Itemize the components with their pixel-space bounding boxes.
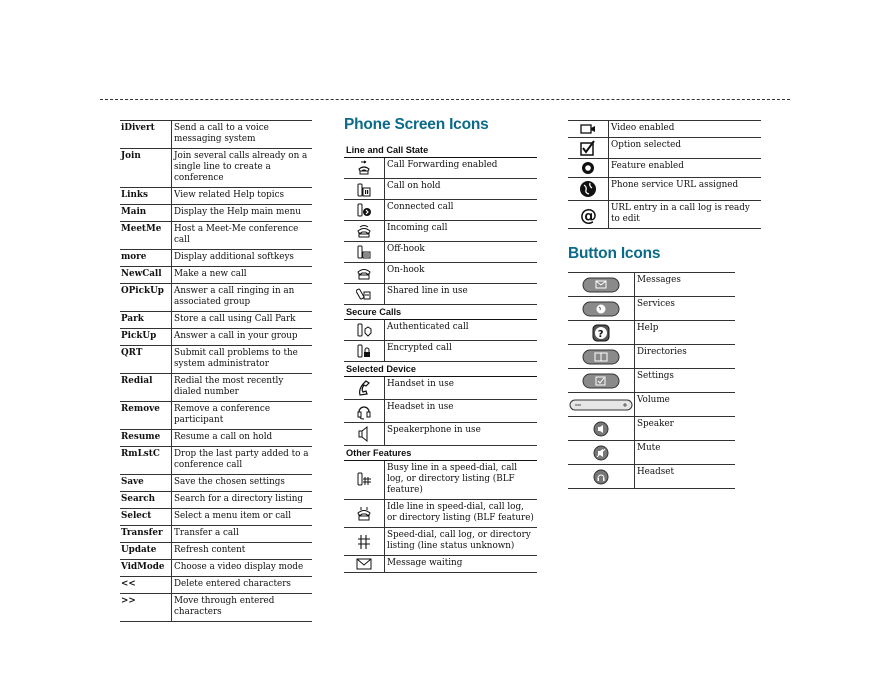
- button-icon-row: [568, 465, 735, 489]
- section-icon-table: [344, 461, 537, 573]
- settings-button-icon: [568, 373, 634, 389]
- call-hold-icon: [344, 181, 384, 197]
- icon-cell: [568, 369, 635, 393]
- off-hook-icon: [344, 244, 384, 260]
- directories-button-icon: [568, 349, 634, 365]
- connected-call-icon: [344, 202, 384, 218]
- section-heading: Selected Device: [344, 362, 537, 377]
- softkey-row: [120, 594, 312, 622]
- softkey-row: [120, 312, 312, 329]
- icon-description: Authenticated call: [385, 320, 538, 341]
- softkey-description: Store a call using Call Park: [172, 312, 313, 329]
- icon-cell: [344, 423, 385, 446]
- messages-button-icon: [568, 277, 634, 293]
- softkey-row: [120, 284, 312, 312]
- on-hook-icon: [344, 265, 384, 281]
- blf-idle-icon: [344, 505, 384, 523]
- icon-cell: [344, 500, 385, 528]
- phone-screen-icons-title: Phone Screen Icons: [344, 116, 489, 133]
- section-icon-table: [344, 320, 537, 362]
- softkey-name: >>: [120, 594, 172, 622]
- softkey-name: QRT: [120, 346, 172, 374]
- help-button-icon: [568, 324, 634, 342]
- incoming-call-icon: [344, 223, 384, 239]
- message-waiting-icon: [344, 558, 384, 570]
- softkey-row: [120, 374, 312, 402]
- icon-row: [344, 423, 537, 446]
- softkey-description: Drop the last party added to a conference call: [172, 447, 313, 475]
- softkey-name: iDivert: [120, 121, 172, 149]
- icon-cell: [568, 159, 609, 178]
- icon-cell: [344, 461, 385, 500]
- icon-description: Incoming call: [385, 221, 538, 242]
- softkey-row: [120, 149, 312, 188]
- option-selected-icon: [568, 140, 608, 156]
- softkey-description: Redial the most recently dialed number: [172, 374, 313, 402]
- softkey-row: [120, 509, 312, 526]
- icon-description: Option selected: [609, 138, 762, 159]
- icon-cell: [344, 179, 385, 200]
- softkey-description: Select a menu item or call: [172, 509, 313, 526]
- video-enabled-icon: [568, 123, 608, 135]
- icon-row: [344, 500, 537, 528]
- button-icon-description: Mute: [635, 441, 736, 465]
- icon-cell: [568, 345, 635, 369]
- icon-row: [568, 138, 761, 159]
- softkey-row: [120, 577, 312, 594]
- icon-row: [344, 556, 537, 573]
- softkey-name: Select: [120, 509, 172, 526]
- softkey-row: [120, 346, 312, 374]
- icon-description: Call on hold: [385, 179, 538, 200]
- url-entry-icon: [568, 206, 608, 224]
- softkey-description: Move through entered characters: [172, 594, 313, 622]
- softkey-description: Delete entered characters: [172, 577, 313, 594]
- icon-description: Handset in use: [385, 377, 538, 400]
- softkey-description: Save the chosen settings: [172, 475, 313, 492]
- softkey-description: Display the Help main menu: [172, 205, 313, 222]
- icon-description: Speakerphone in use: [385, 423, 538, 446]
- softkey-description: View related Help topics: [172, 188, 313, 205]
- softkey-name: more: [120, 250, 172, 267]
- button-icon-row: [568, 321, 735, 345]
- icon-row: [344, 320, 537, 341]
- softkey-description: Refresh content: [172, 543, 313, 560]
- softkey-description: Host a Meet-Me conference call: [172, 222, 313, 250]
- icon-row: [344, 341, 537, 362]
- svg-text:@: @: [580, 205, 597, 224]
- line-status-unknown-icon: [344, 534, 384, 550]
- button-icons-table: [568, 272, 735, 489]
- headset-icon: [344, 402, 384, 420]
- services-button-icon: [568, 301, 634, 317]
- icon-row: [344, 377, 537, 400]
- softkey-row: [120, 475, 312, 492]
- softkey-description: Make a new call: [172, 267, 313, 284]
- svg-text:?: ?: [597, 328, 604, 340]
- softkey-name: OPickUp: [120, 284, 172, 312]
- icon-cell: [344, 377, 385, 400]
- phone-service-url-icon: [568, 180, 608, 198]
- icon-cell: [344, 400, 385, 423]
- icon-cell: [568, 121, 609, 138]
- icon-cell: [568, 321, 635, 345]
- icon-description: Idle line in speed-dial, call log, or directory listing (BLF feature): [385, 500, 538, 528]
- icon-row: [568, 201, 761, 229]
- button-icon-description: Speaker: [635, 417, 736, 441]
- icon-cell: [344, 263, 385, 284]
- call-forward-icon: [344, 160, 384, 176]
- section-icon-table: [344, 158, 537, 305]
- button-icon-row: [568, 297, 735, 321]
- softkey-row: [120, 526, 312, 543]
- icon-cell: [344, 242, 385, 263]
- speaker-button-icon: [568, 421, 634, 437]
- section-icon-table: [344, 377, 537, 446]
- softkey-description: Remove a conference participant: [172, 402, 313, 430]
- icon-cell: [568, 393, 635, 417]
- softkey-name: PickUp: [120, 329, 172, 346]
- icon-cell: [568, 201, 609, 229]
- authenticated-call-icon: [344, 322, 384, 338]
- softkey-table: [120, 120, 312, 622]
- icon-row: [344, 158, 537, 179]
- icon-row: [344, 179, 537, 200]
- icon-row: [568, 121, 761, 138]
- icon-row: [344, 284, 537, 305]
- softkey-row: [120, 250, 312, 267]
- icon-row: [344, 528, 537, 556]
- icon-description: On-hook: [385, 263, 538, 284]
- icon-row: [568, 159, 761, 178]
- icon-row: [344, 400, 537, 423]
- icon-cell: [568, 138, 609, 159]
- softkey-description: Resume a call on hold: [172, 430, 313, 447]
- icon-description: Message waiting: [385, 556, 538, 573]
- misc-icons-table: [568, 120, 761, 229]
- softkey-name: Join: [120, 149, 172, 188]
- button-icon-description: Messages: [635, 273, 736, 297]
- page-divider: [100, 99, 790, 100]
- encrypted-call-icon: [344, 343, 384, 359]
- icon-cell: [568, 441, 635, 465]
- softkey-row: [120, 447, 312, 475]
- icon-cell: [344, 320, 385, 341]
- section-heading: Other Features: [344, 446, 537, 461]
- button-icon-row: [568, 345, 735, 369]
- icon-cell: [344, 528, 385, 556]
- section-heading: Secure Calls: [344, 305, 537, 320]
- softkey-row: [120, 329, 312, 346]
- softkey-name: Save: [120, 475, 172, 492]
- icon-description: URL entry in a call log is ready to edit: [609, 201, 762, 229]
- softkey-description: Search for a directory listing: [172, 492, 313, 509]
- softkey-name: MeetMe: [120, 222, 172, 250]
- softkey-description: Join several calls already on a single line to create a conference: [172, 149, 313, 188]
- shared-line-icon: [344, 286, 384, 302]
- button-icon-description: Headset: [635, 465, 736, 489]
- phone-screen-icons-column: [344, 116, 537, 573]
- icon-cell: [344, 284, 385, 305]
- button-icon-row: [568, 393, 735, 417]
- softkey-row: [120, 205, 312, 222]
- icon-row: [568, 178, 761, 201]
- softkey-row: [120, 188, 312, 205]
- softkey-description: Send a call to a voice messaging system: [172, 121, 313, 149]
- icon-cell: [568, 297, 635, 321]
- softkey-name: Park: [120, 312, 172, 329]
- button-icon-row: [568, 441, 735, 465]
- softkey-row: [120, 543, 312, 560]
- icon-cell: [568, 178, 609, 201]
- icon-cell: [344, 556, 385, 573]
- section-heading: Line and Call State: [344, 143, 537, 158]
- button-icon-description: Help: [635, 321, 736, 345]
- button-icon-description: Services: [635, 297, 736, 321]
- feature-enabled-icon: [568, 161, 608, 175]
- icon-description: Feature enabled: [609, 159, 762, 178]
- icon-description: Video enabled: [609, 121, 762, 138]
- softkey-description: Answer a call in your group: [172, 329, 313, 346]
- softkey-description: Choose a video display mode: [172, 560, 313, 577]
- mute-button-icon: [568, 445, 634, 461]
- icon-cell: [568, 417, 635, 441]
- icon-description: Shared line in use: [385, 284, 538, 305]
- icon-cell: [344, 200, 385, 221]
- softkey-name: Links: [120, 188, 172, 205]
- softkey-description: Answer a call ringing in an associated group: [172, 284, 313, 312]
- softkey-name: Redial: [120, 374, 172, 402]
- icon-row: [344, 221, 537, 242]
- softkey-name: VidMode: [120, 560, 172, 577]
- headset-button-icon: [568, 469, 634, 485]
- button-icon-description: Volume: [635, 393, 736, 417]
- icon-row: [344, 263, 537, 284]
- volume-button-icon: [568, 399, 634, 411]
- softkey-row: [120, 222, 312, 250]
- icon-description: Call Forwarding enabled: [385, 158, 538, 179]
- icon-description: Connected call: [385, 200, 538, 221]
- icon-description: Encrypted call: [385, 341, 538, 362]
- softkey-row: [120, 121, 312, 149]
- icon-description: Headset in use: [385, 400, 538, 423]
- softkey-name: Search: [120, 492, 172, 509]
- softkey-row: [120, 560, 312, 577]
- softkey-name: NewCall: [120, 267, 172, 284]
- misc-icons-column: [568, 120, 761, 489]
- icon-row: [344, 242, 537, 263]
- softkey-name: Remove: [120, 402, 172, 430]
- softkey-name: <<: [120, 577, 172, 594]
- softkey-name: Resume: [120, 430, 172, 447]
- softkey-row: [120, 267, 312, 284]
- button-icon-row: [568, 369, 735, 393]
- icon-row: [344, 461, 537, 500]
- button-icons-title: Button Icons: [568, 245, 661, 262]
- softkey-description: Submit call problems to the system administrator: [172, 346, 313, 374]
- softkey-row: [120, 402, 312, 430]
- icon-description: Speed-dial, call log, or directory listing (line status unknown): [385, 528, 538, 556]
- button-icon-row: [568, 273, 735, 297]
- icon-description: Busy line in a speed-dial, call log, or directory listing (BLF feature): [385, 461, 538, 500]
- softkey-row: [120, 430, 312, 447]
- softkey-description: Transfer a call: [172, 526, 313, 543]
- softkey-name: Main: [120, 205, 172, 222]
- icon-row: [344, 200, 537, 221]
- button-icon-row: [568, 417, 735, 441]
- handset-icon: [344, 379, 384, 397]
- icon-description: Off-hook: [385, 242, 538, 263]
- icon-description: Phone service URL assigned: [609, 178, 762, 201]
- icon-cell: [344, 158, 385, 179]
- softkey-name: Transfer: [120, 526, 172, 543]
- button-icon-description: Directories: [635, 345, 736, 369]
- button-icon-description: Settings: [635, 369, 736, 393]
- icon-cell: [344, 221, 385, 242]
- softkey-name: RmLstC: [120, 447, 172, 475]
- icon-cell: [568, 273, 635, 297]
- icon-cell: [344, 341, 385, 362]
- softkey-description: Display additional softkeys: [172, 250, 313, 267]
- icon-cell: [568, 465, 635, 489]
- speakerphone-icon: [344, 425, 384, 443]
- softkey-table-column: [120, 120, 312, 622]
- blf-busy-icon: [344, 471, 384, 489]
- softkey-name: Update: [120, 543, 172, 560]
- softkey-row: [120, 492, 312, 509]
